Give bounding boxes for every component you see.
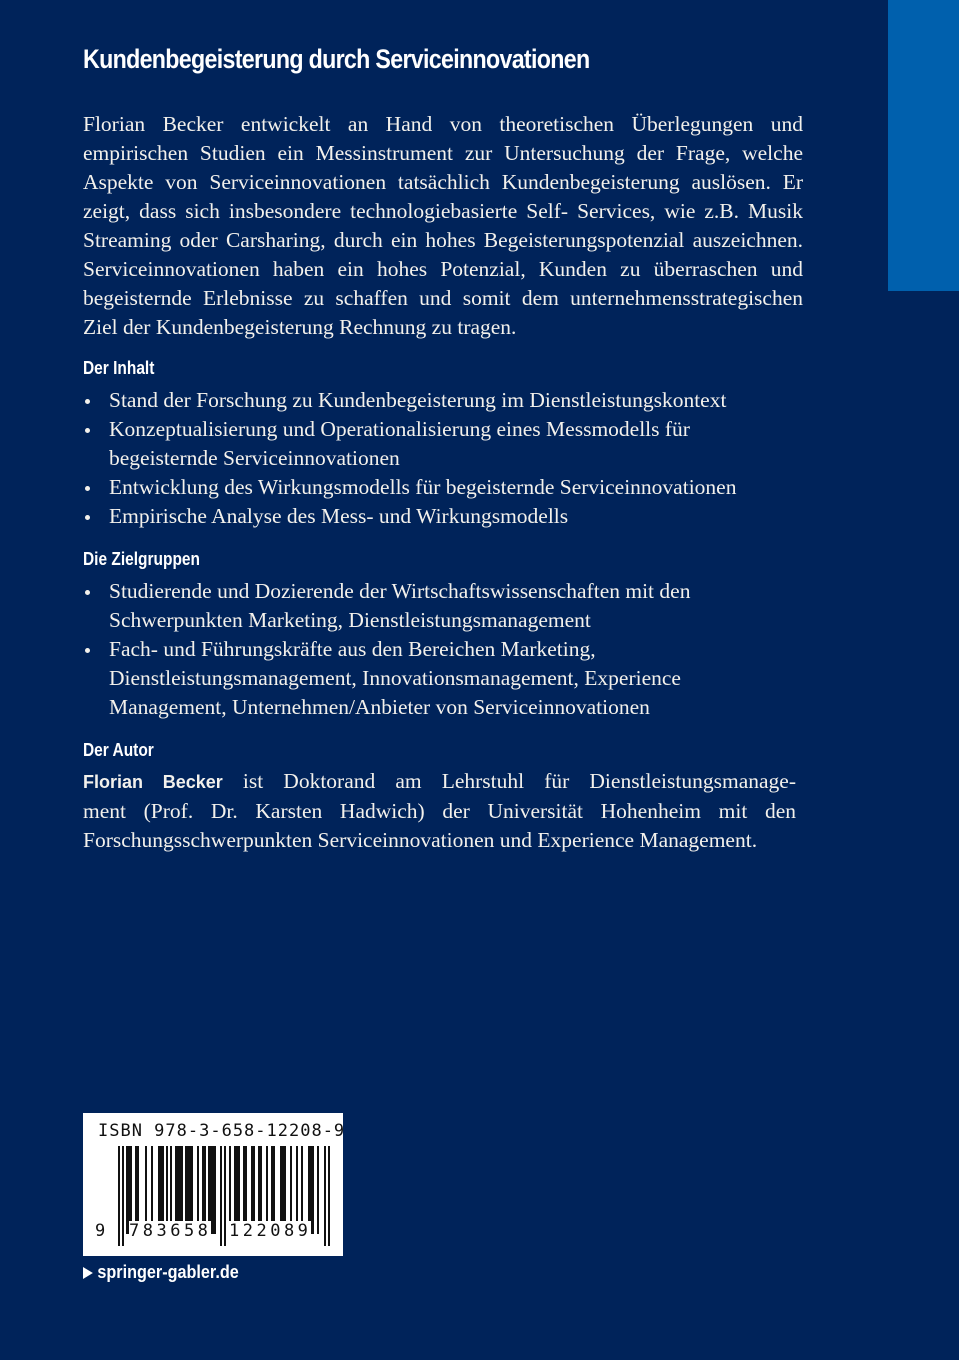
author-bio [83, 767, 796, 855]
section-heading-inhalt: Der Inhalt [83, 358, 155, 378]
list-item: Studierende und Dozierende der Wirtschaftswissenschaften mit den Schwerpunkten Marketing, Dienstleistungsmanagement [83, 577, 690, 635]
isbn-barcode-box [83, 1113, 346, 1256]
list-item: Fach- und Führungskräfte aus den Bereichen Marketing, Dienstleistungsmanagement, Innovationsmanagement, Experience Management, Unternehmen/Anbieter von Serviceinnovationen [83, 635, 690, 722]
barcode-digits-left: 783658 [129, 1221, 212, 1241]
intro-paragraph [83, 110, 803, 342]
isbn-label: ISBN 978-3-658-12208-9 [98, 1121, 346, 1141]
author-line: Florian Becker ist Doktorand am Lehrstuhl für Dienstleistungsmanage- [83, 769, 796, 793]
list-item: Konzeptualisierung und Operationalisierung eines Messmodells für begeisternde Serviceinnovationen [83, 415, 736, 473]
intro-line: Florian Becker entwickelt an Hand von theoretischen Überlegungen und [83, 112, 803, 136]
website-label: springer-gabler.de [97, 1262, 239, 1282]
play-arrow-icon [83, 1267, 93, 1279]
barcode-digit-first: 9 [95, 1221, 109, 1241]
bullet-icon [85, 590, 90, 595]
intro-line: Ziel der Kundenbegeisterung Rechnung zu tragen. [83, 315, 517, 339]
blue-accent-tab [888, 0, 959, 291]
section-heading-autor: Der Autor [83, 740, 154, 760]
bullet-icon [85, 399, 90, 404]
zielgruppen-list [83, 577, 690, 722]
bullet-icon [85, 428, 90, 433]
author-line: Forschungsschwerpunkten Serviceinnovationen und Experience Management. [83, 828, 758, 852]
book-title: Kundenbegeisterung durch Serviceinnovationen [83, 44, 590, 74]
author-name: Florian Becker [83, 772, 223, 792]
intro-line: Streaming oder Carsharing, durch ein hohes Begeisterungspotenzial auszeichnen. [83, 228, 803, 252]
publisher-website-link[interactable] [83, 1262, 239, 1283]
author-line: ment (Prof. Dr. Karsten Hadwich) der Universität Hohenheim mit den [83, 799, 796, 823]
inhalt-list [83, 386, 736, 531]
bullet-icon [85, 486, 90, 491]
intro-line: begeisternde Erlebnisse zu schaffen und somit dem unternehmensstrategischen [83, 286, 803, 310]
intro-line: empirischen Studien ein Messinstrument zur Untersuchung der Frage, welche [83, 141, 803, 165]
barcode-digits-right: 122089 [229, 1221, 312, 1241]
list-item: Stand der Forschung zu Kundenbegeisterung im Dienstleistungskontext [83, 386, 736, 415]
bullet-icon [85, 515, 90, 520]
intro-line: zeigt, dass sich insbesondere technologiebasierte Self- Services, wie z.B. Musik [83, 199, 803, 223]
list-item: Entwicklung des Wirkungsmodells für begeisternde Serviceinnovationen [83, 473, 736, 502]
section-heading-zielgruppen: Die Zielgruppen [83, 549, 200, 569]
intro-line: Serviceinnovationen haben ein hohes Potenzial, Kunden zu überraschen und [83, 257, 803, 281]
bullet-icon [85, 648, 90, 653]
list-item: Empirische Analyse des Mess- und Wirkungsmodells [83, 502, 736, 531]
intro-line: Aspekte von Serviceinnovationen tatsächlich Kundenbegeisterung auslösen. Er [83, 170, 803, 194]
